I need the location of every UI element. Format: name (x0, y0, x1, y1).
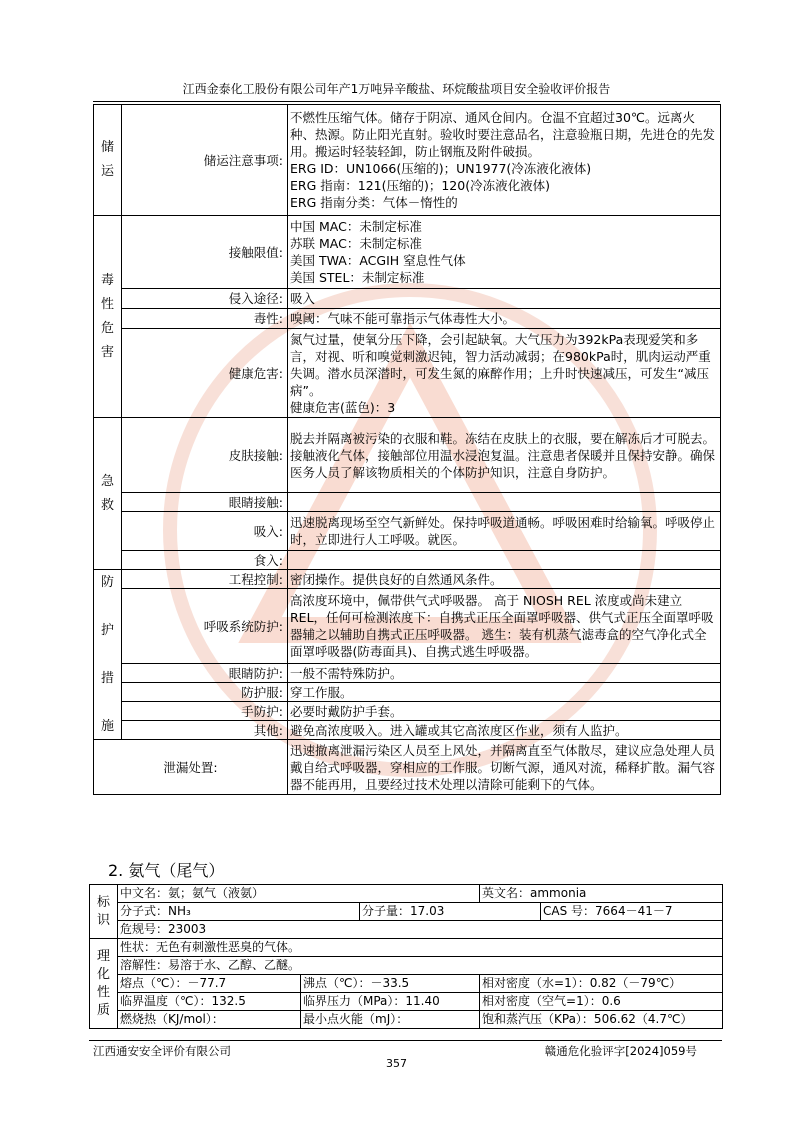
row-label: 健康危害: (122, 329, 288, 418)
row-value: 避免高浓度吸入。进入罐或其它高浓度区作业，须有人监护。 (288, 721, 721, 740)
table-row (94, 329, 721, 418)
table-row (94, 105, 721, 216)
table-row (94, 570, 721, 589)
table-row (90, 957, 723, 975)
table-row (90, 993, 723, 1011)
row-value: 中国 MAC：未制定标准 苏联 MAC：未制定标准 美国 TWA：ACGIH 窒息性气体 美国 STEL：未制定标准 (288, 216, 721, 289)
table-row (94, 418, 721, 493)
cell-formula: 分子式：NH₃ (118, 903, 360, 921)
cell-combustion-heat: 燃烧热（KJ/mol）： (118, 1011, 301, 1029)
footer-company: 江西通安安全评价有限公司 (93, 1044, 231, 1058)
table-row (90, 903, 723, 921)
row-value: 高浓度环境中，佩带供气式呼吸器。 高于 NIOSH REL 浓度或尚未建立 REL，任何可检测浓度下：自携式正压全面罩呼吸器、供气式正压全面罩呼吸器辅之以辅助自携式正压呼吸器。 逃生：装有机蒸气滤毒盒的空气净化式全面罩呼吸器(防毒面具)、自携式逃生呼吸器。 (288, 589, 721, 664)
row-label: 接触限值: (122, 216, 288, 289)
cell-cas: CAS 号：7664－41－7 (541, 903, 723, 921)
category-physical-chemical: 理 化 性 质 (90, 939, 118, 1029)
table-row (94, 702, 721, 721)
cell-property: 性状：无色有刺激性恶臭的气体。 (118, 939, 723, 957)
section-title: 2. 氨气（尾气） (108, 861, 225, 880)
cell-solubility: 溶解性：易溶于水、乙醇、乙醚。 (118, 957, 723, 975)
table-row (94, 589, 721, 664)
table-row (90, 921, 723, 939)
row-value: 嗅阈：气味不能可靠指示气体毒性大小。 (288, 309, 721, 329)
cell-boiling-point: 沸点（℃）：－33.5 (301, 975, 480, 993)
table-row (94, 721, 721, 740)
category-protection: 防 护 措 施 (94, 570, 122, 740)
table-row (94, 289, 721, 309)
row-value: 迅速撤离泄漏污染区人员至上风处，并隔离直至气体散尽，建议应急处理人员戴自给式呼吸器，穿相应的工作服。切断气源，通风对流，稀释扩散。漏气容器不能再用，且要经过技术处理以清除可能剩下的气体。 (288, 740, 721, 795)
table-row (90, 939, 723, 957)
row-label: 储运注意事项: (122, 105, 288, 216)
table-row (94, 309, 721, 329)
row-value: 密闭操作。提供良好的自然通风条件。 (288, 570, 721, 589)
row-value: 必要时戴防护手套。 (288, 702, 721, 721)
cell-critical-pressure: 临界压力（MPa）：11.40 (301, 993, 480, 1011)
table-row (94, 493, 721, 512)
row-value (288, 493, 721, 512)
table-row (94, 551, 721, 570)
row-value: 氮气过量，使氧分压下降，会引起缺氧。大气压力为392kPa表现爱笑和多言，对视、听和嗅觉刺激迟钝，智力活动减弱；在980kPa时，肌肉运动严重失调。潜水员深潜时，可发生氮的麻醉作用；上升时快速减压，可发生“减压病”。 健康危害(蓝色)：3 (288, 329, 721, 418)
table-row (94, 664, 721, 683)
row-value: 脱去并隔离被污染的衣服和鞋。冻结在皮肤上的衣服，要在解冻后才可脱去。接触液化气体，接触部位用温水浸泡复温。注意患者保暖并且保持安静。确保医务人员了解该物质相关的个体防护知识，注意自身防护。 (288, 418, 721, 493)
footer-report-number: 赣通危化验评字[2024]059号 (544, 1044, 697, 1058)
page-number: 357 (386, 1057, 407, 1070)
table-row (94, 683, 721, 702)
ammonia-properties-table (89, 884, 723, 1029)
row-value: 不燃性压缩气体。储存于阴凉、通风仓间内。仓温不宜超过30℃。远离火种、热源。防止阳光直射。验收时要注意品名，注意验瓶日期，先进仓的先发用。搬运时轻装轻卸，防止钢瓶及附件破损。 ERG ID：UN1066(压缩的)；UN1977(冷冻液化液体) ERG 指南：121(压缩的)；120(冷冻液化液体) ERG 指南分类：气体－惰性的 (288, 105, 721, 216)
row-label: 食入: (122, 551, 288, 570)
row-label: 皮肤接触: (122, 418, 288, 493)
row-value: 迅速脱离现场至空气新鲜处。保持呼吸道通畅。呼吸困难时给输氧。呼吸停止时，立即进行人工呼吸。就医。 (288, 512, 721, 551)
table-row (94, 740, 721, 795)
row-label: 眼睛接触: (122, 493, 288, 512)
cell-rel-density-water: 相对密度（水=1）：0.82（－79℃） (480, 975, 723, 993)
category-toxicity: 毒 性 危 害 (94, 216, 122, 418)
nitrogen-properties-table (93, 104, 721, 795)
table-row (94, 216, 721, 289)
table-row (94, 512, 721, 551)
header-rule (93, 101, 720, 102)
cell-hazard-number: 危规号：23003 (118, 921, 723, 939)
category-identification: 标 识 (90, 885, 118, 939)
cell-molecular-weight: 分子量：17.03 (360, 903, 541, 921)
row-value: 一般不需特殊防护。 (288, 664, 721, 683)
row-label: 防护服: (122, 683, 288, 702)
row-label: 吸入: (122, 512, 288, 551)
row-label: 手防护: (122, 702, 288, 721)
row-label: 呼吸系统防护: (122, 589, 288, 664)
row-value (288, 551, 721, 570)
row-label: 侵入途径: (122, 289, 288, 309)
category-storage: 储 运 (94, 105, 122, 216)
cell-critical-temp: 临界温度（℃）：132.5 (118, 993, 301, 1011)
row-label: 其他: (122, 721, 288, 740)
row-label: 工程控制: (122, 570, 288, 589)
cell-cn-name: 中文名：氨；氨气（液氨） (118, 885, 480, 903)
row-label: 眼睛防护: (122, 664, 288, 683)
row-value: 穿工作服。 (288, 683, 721, 702)
row-label: 泄漏处置: (94, 740, 288, 795)
cell-vapor-pressure: 饱和蒸汽压（KPa）：506.62（4.7℃） (480, 1011, 723, 1029)
cell-en-name: 英文名：ammonia (480, 885, 723, 903)
table-row (90, 885, 723, 903)
category-first-aid: 急 救 (94, 418, 122, 570)
cell-rel-density-air: 相对密度（空气=1）：0.6 (480, 993, 723, 1011)
cell-min-ignition: 最小点火能（mJ）： (301, 1011, 480, 1029)
row-value: 吸入 (288, 289, 721, 309)
footer-rule (89, 1040, 722, 1041)
row-label: 毒性: (122, 309, 288, 329)
cell-melting-point: 熔点（℃）：－77.7 (118, 975, 301, 993)
table-row (90, 975, 723, 993)
table-row (90, 1011, 723, 1029)
page-header: 江西金泰化工股份有限公司年产1万吨异辛酸盐、环烷酸盐项目安全验收评价报告 (182, 82, 611, 96)
